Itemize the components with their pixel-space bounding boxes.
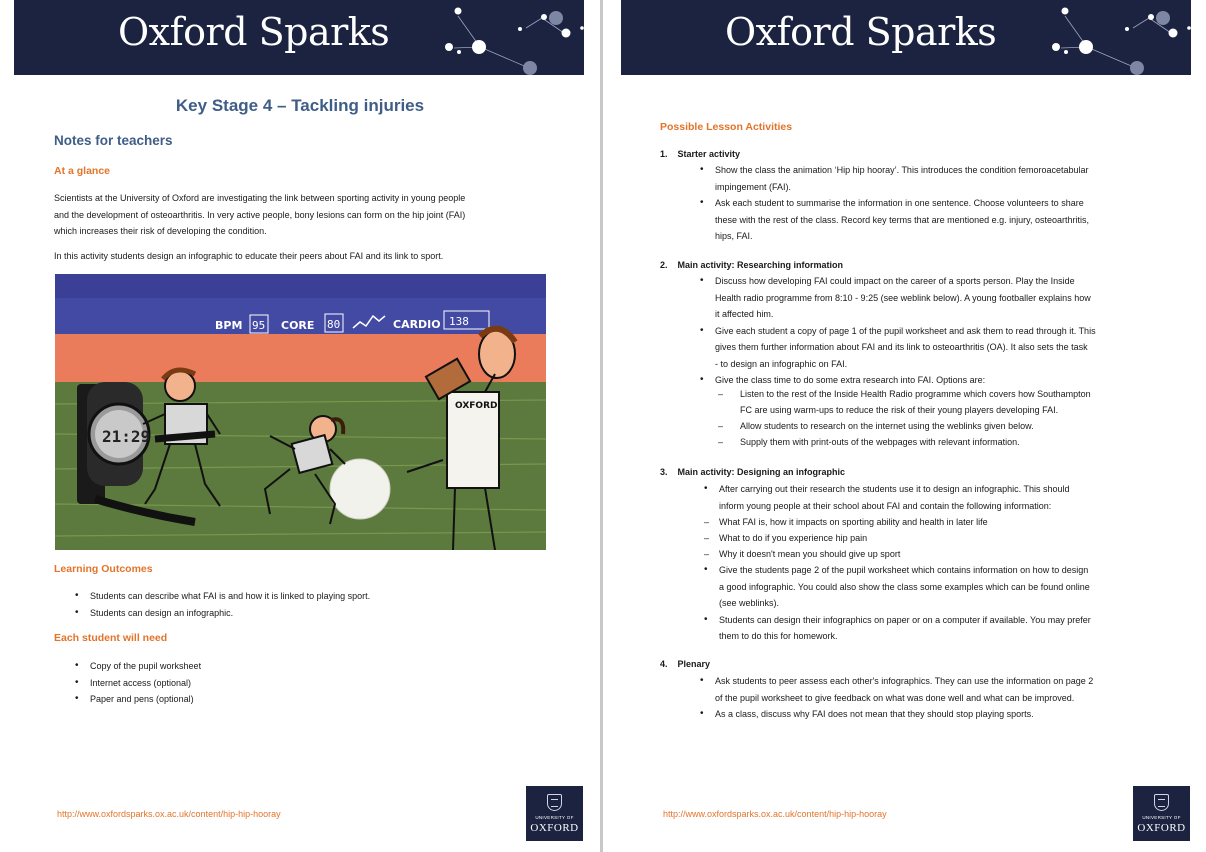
list-item: • Students can design an infographic. (75, 605, 555, 622)
university-of-oxford-logo: UNIVERSITY OF OXFORD (526, 786, 583, 841)
list-item: • Give the class time to do some extra research into FAI. Options are: (700, 372, 1160, 389)
svg-text:95: 95 (252, 319, 266, 332)
list-item: • Copy of the pupil worksheet (75, 658, 555, 675)
list-item: – Why it doesn't mean you should give up sport (704, 546, 1144, 562)
oxford-sparks-banner (621, 0, 1191, 75)
lesson-activities-heading: Possible Lesson Activities (660, 121, 793, 133)
oxford-sparks-banner (14, 0, 584, 75)
at-a-glance-heading: At a glance (54, 165, 111, 177)
section-heading-plenary: 4. Plenary (660, 659, 711, 669)
banner-title: Oxford Sparks (118, 10, 390, 54)
student-need-heading: Each student will need (54, 632, 168, 644)
list-item: • Internet access (optional) (75, 675, 555, 692)
starter-list (700, 162, 1160, 245)
intro-line: Scientists at the University of Oxford are investigating the link between sporting activity in young people (54, 193, 466, 203)
list-item: • After carrying out their research the students use it to design an infographic. This should inform young people at their school about FAI and contain the following information: (704, 481, 1164, 514)
list-item: • Give each student a copy of page 1 of the pupil worksheet and ask them to read through it. This gives them further information about FAI and its link to osteoarthritis (OA). It also sets the task - to design an infographic on FAI. (700, 323, 1160, 373)
svg-text:80: 80 (327, 318, 341, 331)
infographic-list-a (704, 481, 1164, 514)
list-item: • Students can design their infographics on paper or on a computer if available. You may prefer them to do this for homework. (704, 612, 1164, 645)
learning-outcomes-list (75, 588, 555, 621)
section-heading-infographic: 3. Main activity: Designing an infographic (660, 467, 846, 477)
list-item: • Ask each student to summarise the information in one sentence. Choose volunteers to share these with the rest of the class. Record key terms that are mentioned e.g. injury, osteoarthritis, hips, FAI. (700, 195, 1160, 245)
plenary-list (700, 673, 1160, 723)
infographic-content-list (704, 514, 1144, 562)
intro-line: which increases their risk of developing the condition. (54, 226, 267, 236)
list-item: – What FAI is, how it impacts on sporting ability and health in later life (704, 514, 1144, 530)
list-item: • Students can describe what FAI is and how it is linked to playing sport. (75, 588, 555, 605)
page-left (0, 0, 600, 852)
svg-text:CORE: CORE (281, 319, 315, 332)
activity-paragraph: In this activity students design an infographic to educate their peers about FAI and its link to sport. (54, 251, 444, 261)
section-heading-starter: 1. Starter activity (660, 149, 741, 159)
list-item: • Discuss how developing FAI could impact on the career of a sports person. Play the Inside Health radio programme from 8:10 - 9:25 (see weblink below). A young footballer explains how it affected him. (700, 273, 1160, 323)
page-divider (600, 0, 603, 852)
intro-paragraph (54, 190, 554, 240)
research-list (700, 273, 1160, 389)
university-of-oxford-logo: UNIVERSITY OF OXFORD (1133, 786, 1190, 841)
list-item: – What to do if you experience hip pain (704, 530, 1144, 546)
list-item: – Allow students to research on the internet using the weblinks given below. (718, 418, 1158, 434)
banner-title: Oxford Sparks (725, 10, 997, 54)
learning-outcomes-heading: Learning Outcomes (54, 563, 153, 575)
page-right (606, 0, 1206, 852)
list-item: • As a class, discuss why FAI does not mean that they should stop playing sports. (700, 706, 1160, 723)
intro-line: and the development of osteoarthritis. In very active people, bony lesions can form on the hip joint (FAI) (54, 209, 466, 220)
infographic-list-b (704, 562, 1164, 645)
svg-text:138: 138 (449, 315, 469, 328)
constellation-icon (414, 0, 584, 75)
svg-text:OXFORD: OXFORD (455, 401, 498, 411)
svg-text:BPM: BPM (215, 319, 243, 332)
list-item: • Paper and pens (optional) (75, 691, 555, 708)
crest-icon (547, 794, 562, 811)
notes-heading: Notes for teachers (54, 133, 173, 148)
list-item: – Supply them with print-outs of the webpages with relevant information. (718, 434, 1158, 450)
section-heading-research: 2. Main activity: Researching information (660, 260, 844, 270)
student-needs-list (75, 658, 555, 708)
svg-text:CARDIO: CARDIO (393, 318, 441, 331)
list-item: • Ask students to peer assess each other's infographics. They can use the information on page 2 of the pupil worksheet to give feedback on what was done well and what can be improved. (700, 673, 1160, 706)
list-item: • Give the students page 2 of the pupil worksheet which contains information on how to design a good infographic. You could also show the class some examples which can be found online (see weblinks). (704, 562, 1164, 612)
crest-icon (1154, 794, 1169, 811)
animation-still-image (55, 274, 546, 550)
list-item: • Show the class the animation ‘Hip hip hooray’. This introduces the condition femoroacetabular impingement (FAI). (700, 162, 1160, 195)
list-item: – Listen to the rest of the Inside Health Radio programme which covers how Southampton FC are using warm-ups to reduce the risk of their young players developing FAI. (718, 386, 1158, 418)
footer-link[interactable]: http://www.oxfordsparks.ox.ac.uk/content/hip-hip-hooray (663, 809, 887, 819)
footer-link[interactable]: http://www.oxfordsparks.ox.ac.uk/content/hip-hip-hooray (57, 809, 281, 819)
research-options-list (718, 386, 1158, 450)
document-title: Key Stage 4 – Tackling injuries (175, 96, 425, 115)
constellation-icon (1021, 0, 1191, 75)
svg-text:21:29: 21:29 (102, 427, 151, 446)
